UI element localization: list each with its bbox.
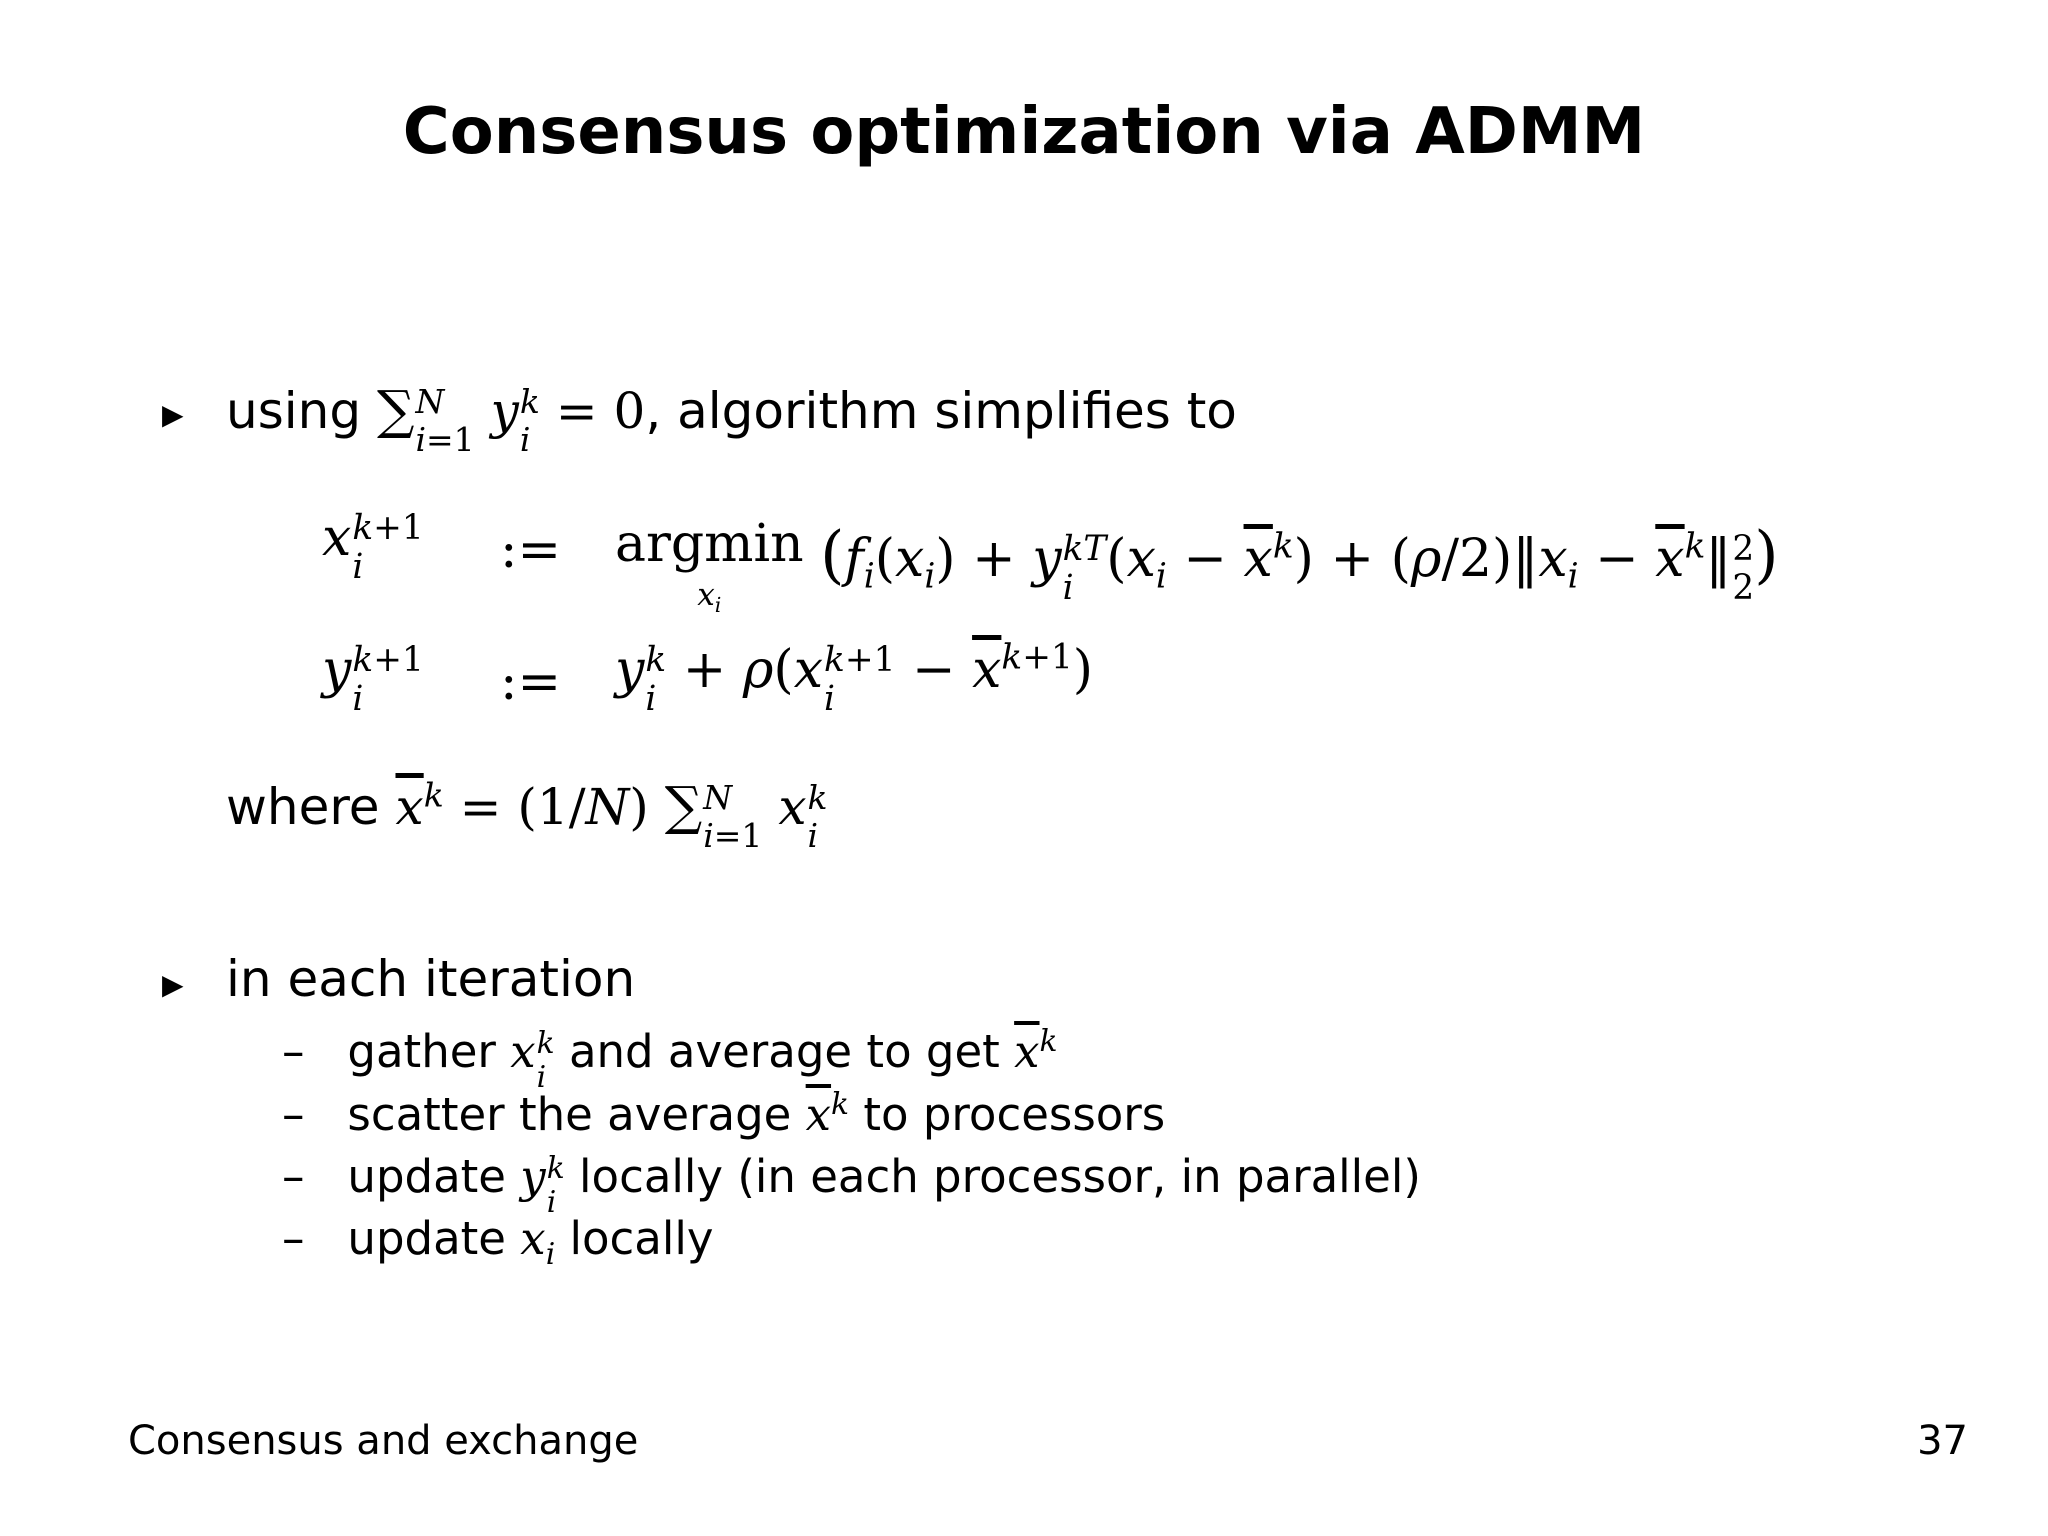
equation-x-update-rhs: argmin $x_i$ ($f_i(x_i) + y$ kT i $(x_i - \overline{x}^k)$ + $(\rho/2)‖x_i$ − $\overline{x}^k‖$ 2 2 ) <box>615 514 1779 618</box>
subitem-update-x-before: update <box>347 1212 506 1265</box>
subitem-gather-after: and average to get <box>568 1025 1000 1078</box>
subitem-gather: – gather x k i and average to get $\overline{x}^k$ <box>282 1024 1058 1096</box>
subitem-scatter-before: scatter the average <box>347 1088 792 1141</box>
where-definition: where $\overline{x}^k = (1/N)$ ∑ N i=1 x k i <box>226 775 828 855</box>
equation-y-update-rhs: y k i + ρ(x k+1 i − $\overline{x}^{k+1}$) <box>615 637 1094 720</box>
assign-symbol-1: := <box>500 520 562 580</box>
subitem-gather-before: gather <box>347 1025 496 1078</box>
subitem-update-y-before: update <box>347 1150 506 1203</box>
assign-symbol-2: := <box>500 652 562 712</box>
bullet-1-suffix: , algorithm simplifies to <box>645 382 1237 440</box>
bullet-1-prefix: using <box>226 382 362 440</box>
footer-section-title: Consensus and exchange <box>128 1418 639 1464</box>
dash-2: – <box>282 1088 334 1141</box>
equation-x-update: x k+1 i <box>322 507 424 588</box>
subitem-update-x-after: locally <box>569 1212 714 1265</box>
bullet-marker-1: ▶ <box>162 398 184 431</box>
dash-3: – <box>282 1150 334 1203</box>
equation-y-update: y k+1 i <box>322 639 424 720</box>
bullet-2-text: in each iteration <box>226 950 636 1008</box>
bullet-marker-2: ▶ <box>162 968 184 1001</box>
where-label: where <box>226 778 380 836</box>
page-number: 37 <box>1917 1418 1968 1464</box>
subitem-update-x: – update $x_i$ locally <box>282 1212 714 1272</box>
slide-title: Consensus optimization via ADMM <box>402 95 1646 169</box>
dash-4: – <box>282 1212 334 1265</box>
subitem-scatter: – scatter the average $\overline{x}^k$ to processors <box>282 1087 1166 1141</box>
subitem-update-y: – update y k i locally (in each processor, in parallel) <box>282 1150 1421 1221</box>
subitem-update-y-after: locally (in each processor, in parallel) <box>579 1150 1421 1203</box>
bullet-1-text: using ∑ N i=1 y k i = 0, algorithm simplifies to <box>226 380 1237 459</box>
dash-1: – <box>282 1025 334 1078</box>
subitem-scatter-after: to processors <box>863 1088 1166 1141</box>
